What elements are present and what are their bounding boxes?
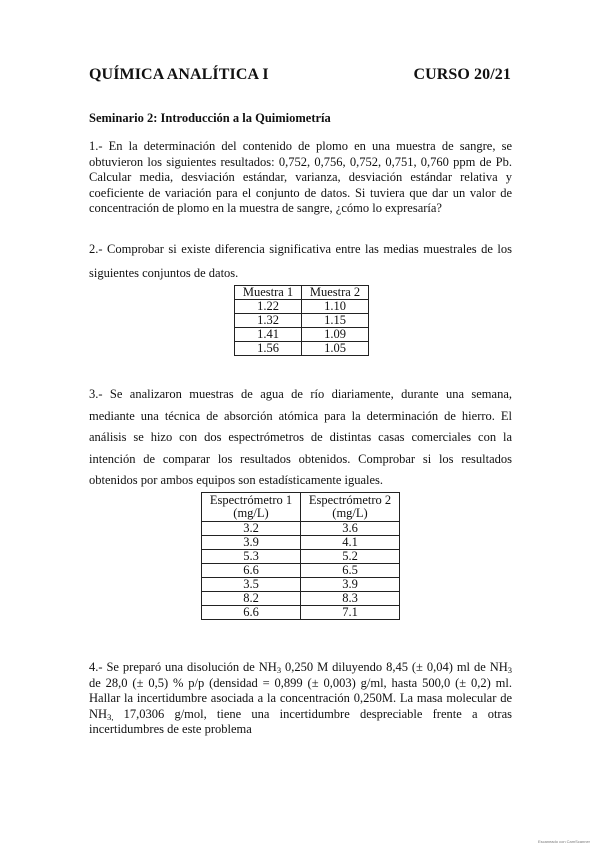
table-row: [202, 536, 400, 550]
column-header-unit: (mg/L): [332, 506, 368, 520]
table-cell: 1.05: [302, 342, 369, 356]
table-cell: 4.1: [301, 536, 400, 550]
question-1: 1.- En la determinación del contenido de plomo en una muestra de sangre, se obtuvieron los siguientes resultados: 0,752, 0,756, 0,752, 0,751, 0,760 ppm de Pb. Calcular media, desviación estándar, varianza, desviación estándar relativa y coeficiente de variación para el conjunto de datos. Si tuviera que dar un valor de concentración de plomo en la muestra de sangre, ¿cómo lo expresaría?: [89, 139, 512, 215]
table-cell: 1.10: [302, 300, 369, 314]
course-title: QUÍMICA ANALÍTICA I: [89, 66, 269, 83]
question-4-text: 0,250 M diluyendo 8,45 (± 0,04) ml de NH: [281, 660, 508, 674]
subscript: 3,: [107, 711, 114, 722]
table-cell: 1.56: [235, 342, 302, 356]
column-header-name: Espectrómetro 2: [308, 493, 392, 507]
subscript: 3: [507, 665, 512, 675]
samples-table: [234, 285, 369, 356]
table-cell: 1.09: [302, 328, 369, 342]
column-header: Muestra 2: [302, 286, 369, 300]
table-cell: 3.6: [301, 522, 400, 536]
table-row: [235, 314, 369, 328]
seminar-title: Seminario 2: Introducción a la Quimiometría: [89, 111, 331, 125]
table-row: [202, 592, 400, 606]
table-row: [202, 550, 400, 564]
table-header-row: [235, 286, 369, 300]
table-row: [202, 578, 400, 592]
table-cell: 3.2: [202, 522, 301, 536]
scanner-watermark: Escaneado con CamScanner: [537, 839, 590, 844]
document-header: [89, 66, 511, 84]
table-cell: 5.3: [202, 550, 301, 564]
table-cell: 7.1: [301, 606, 400, 620]
question-3: 3.- Se analizaron muestras de agua de río diariamente, durante una semana, mediante una técnica de absorción atómica para la determinación de hierro. El análisis se hizo con dos espectrómetros de distintas casas comerciales con la intención de comparar los resultados obtenidos. Comprobar si los resultados obtenidos por ambos equipos son estadísticamente iguales.: [89, 387, 512, 487]
table-cell: 1.15: [302, 314, 369, 328]
table-row: [235, 342, 369, 356]
column-header: [301, 493, 400, 522]
question-4-text: 17,0306 g/mol, tiene una incertidumbre despreciable frente a otras incertidumbres de este problema: [89, 706, 512, 736]
question-2: 2.- Comprobar si existe diferencia significativa entre las medias muestrales de los siguientes conjuntos de datos.: [89, 242, 512, 280]
subscript: 3: [276, 665, 282, 675]
table-row: [235, 300, 369, 314]
table-row: [202, 522, 400, 536]
question-4-text: 4.- Se preparó una disolución de NH: [89, 660, 277, 674]
table-cell: 6.6: [202, 606, 301, 620]
table-cell: 3.5: [202, 578, 301, 592]
column-header: Muestra 1: [235, 286, 302, 300]
table-row: [202, 564, 400, 578]
table-cell: 3.9: [202, 536, 301, 550]
question-4: [89, 660, 512, 738]
table-cell: 1.22: [235, 300, 302, 314]
column-header-name: Espectrómetro 1: [209, 493, 293, 507]
table-header-row: [202, 493, 400, 522]
column-header: [202, 493, 301, 522]
table-cell: 8.3: [301, 592, 400, 606]
table-row: [235, 328, 369, 342]
table-cell: 6.5: [301, 564, 400, 578]
table-cell: 3.9: [301, 578, 400, 592]
table-row: [202, 606, 400, 620]
table-cell: 1.41: [235, 328, 302, 342]
table-cell: 6.6: [202, 564, 301, 578]
table-cell: 8.2: [202, 592, 301, 606]
question-4-text: de 28,0 (± 0,5) % p/p (densidad = 0,899 (± 0,003) g/ml, hasta 500,0 (± 0,2) ml. Hallar la incertidumbre asociada a la concentración 0,250M. La masa molecular de NH: [89, 675, 512, 721]
course-year: CURSO 20/21: [413, 66, 511, 83]
spectrometer-table: [201, 492, 400, 620]
table-cell: 1.32: [235, 314, 302, 328]
table-cell: 5.2: [301, 550, 400, 564]
column-header-unit: (mg/L): [233, 506, 269, 520]
